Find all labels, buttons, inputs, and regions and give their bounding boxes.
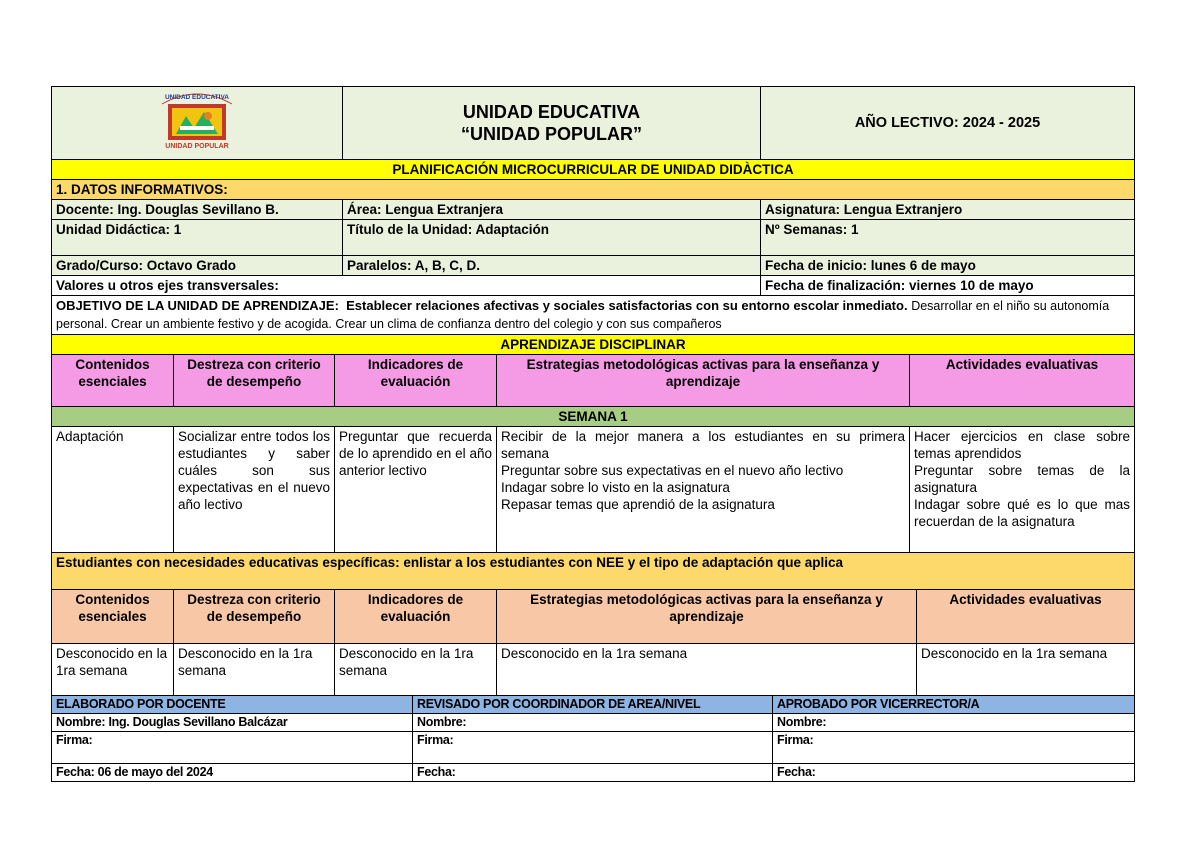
grado-field: Grado/Curso: Octavo Grado xyxy=(52,256,343,276)
planning-document xyxy=(51,86,1134,782)
nee-row-destreza: Desconocido en la 1ra semana xyxy=(174,644,335,696)
unidad-field: Unidad Didáctica: 1 xyxy=(52,220,343,256)
objective-label: OBJETIVO DE LA UNIDAD DE APRENDIZAJE: xyxy=(56,298,339,313)
nee-col-destreza: Destreza con criterio de desempeño xyxy=(174,590,335,644)
header-table xyxy=(51,86,1135,160)
docente-field: Docente: Ing. Douglas Sevillano B. xyxy=(52,200,343,220)
nee-row-estrategias: Desconocido en la 1ra semana xyxy=(497,644,917,696)
estrategia-item: Preguntar sobre sus expectativas en el nuevo año lectivo xyxy=(501,463,844,478)
nee-col-estrategias: Estrategias metodológicas activas para la enseñanza y aprendizaje xyxy=(497,590,917,644)
school-logo xyxy=(152,88,242,154)
unit-objective xyxy=(52,296,1135,335)
week-label: SEMANA 1 xyxy=(52,407,1135,427)
nee-col-contenidos: Contenidos esenciales xyxy=(52,590,174,644)
col-destreza: Destreza con criterio de desempeño xyxy=(174,355,335,407)
col-contenidos: Contenidos esenciales xyxy=(52,355,174,407)
firma-docente: Firma: xyxy=(52,732,413,764)
titulo-unidad-field: Título de la Unidad: Adaptación xyxy=(343,220,761,256)
disciplinar-title: APRENDIZAJE DISCIPLINAR xyxy=(52,335,1135,355)
actividad-item: Preguntar sobre temas de la asignatura xyxy=(914,463,1131,495)
nee-row-contenido: Desconocido en la 1ra semana xyxy=(52,644,174,696)
logo-bottom-text: UNIDAD POPULAR xyxy=(165,143,229,150)
logo-top-text: UNIDAD EDUCATIVA xyxy=(164,94,230,101)
plan-title: PLANIFICACIÓN MICROCURRICULAR DE UNIDAD DIDÀCTICA xyxy=(52,160,1135,180)
nee-col-actividades: Actividades evaluativas xyxy=(917,590,1135,644)
school-name-line2: “UNIDAD POPULAR” xyxy=(460,124,642,144)
col-indicadores: Indicadores de evaluación xyxy=(335,355,497,407)
elaborado-header: ELABORADO POR DOCENTE xyxy=(52,696,413,714)
row-destreza: Socializar entre todos los estudiantes y saber cuáles son sus expectativas en el nuevo año lectivo xyxy=(174,427,335,553)
row-actividades xyxy=(910,427,1135,553)
valores-field: Valores u otros ejes transversales: xyxy=(52,276,761,296)
row-contenido: Adaptación xyxy=(52,427,174,553)
aprobado-header: APROBADO POR VICERRECTOR/A xyxy=(773,696,1135,714)
nee-col-indicadores: Indicadores de evaluación xyxy=(335,590,497,644)
school-logo-cell xyxy=(52,87,343,160)
col-actividades: Actividades evaluativas xyxy=(910,355,1135,407)
nee-title: Estudiantes con necesidades educativas específicas: enlistar a los estudiantes con NEE y el tipo de adaptación que aplica xyxy=(52,553,1135,590)
paralelos-field: Paralelos: A, B, C, D. xyxy=(343,256,761,276)
objective-bold-text: Establecer relaciones afectivas y sociales satisfactorias con su entorno escolar inmediato. xyxy=(346,298,908,313)
fecha-docente: Fecha: 06 de mayo del 2024 xyxy=(52,764,413,782)
col-estrategias: Estrategias metodológicas activas para la enseñanza y aprendizaje xyxy=(497,355,910,407)
semanas-field: Nº Semanas: 1 xyxy=(761,220,1135,256)
estrategia-item: Indagar sobre lo visto en la asignatura xyxy=(501,480,730,495)
actividad-item: Indagar sobre qué es lo que mas recuerdan de la asignatura xyxy=(914,497,1131,529)
nee-row-indicadores: Desconocido en la 1ra semana xyxy=(335,644,497,696)
fecha-inicio-field: Fecha de inicio: lunes 6 de mayo xyxy=(761,256,1135,276)
firma-vicerrector: Firma: xyxy=(773,732,1135,764)
nee-table xyxy=(51,552,1135,696)
fecha-fin-field: Fecha de finalización: viernes 10 de mayo xyxy=(761,276,1135,296)
asignatura-field: Asignatura: Lengua Extranjero xyxy=(761,200,1135,220)
estrategia-item: Recibir de la mejor manera a los estudiantes en su primera semana xyxy=(501,429,905,461)
fecha-coordinador: Fecha: xyxy=(413,764,773,782)
info-table xyxy=(51,159,1135,335)
info-section-title: 1. DATOS INFORMATIVOS: xyxy=(52,180,1135,200)
nombre-docente: Nombre: Ing. Douglas Sevillano Balcázar xyxy=(52,714,413,732)
school-name xyxy=(343,87,761,160)
disciplinar-table xyxy=(51,334,1135,553)
actividad-item: Hacer ejercicios en clase sobre temas aprendidos xyxy=(914,429,1131,461)
nombre-coordinador: Nombre: xyxy=(413,714,773,732)
row-estrategias xyxy=(497,427,910,553)
nee-row-actividades: Desconocido en la 1ra semana xyxy=(917,644,1135,696)
signatures-table xyxy=(51,695,1135,782)
area-field: Área: Lengua Extranjera xyxy=(343,200,761,220)
school-year: AÑO LECTIVO: 2024 - 2025 xyxy=(761,87,1135,160)
firma-coordinador: Firma: xyxy=(413,732,773,764)
revisado-header: REVISADO POR COORDINADOR DE AREA/NIVEL xyxy=(413,696,773,714)
row-indicadores: Preguntar que recuerda de lo aprendido en el año anterior lectivo xyxy=(335,427,497,553)
school-name-line1: UNIDAD EDUCATIVA xyxy=(462,102,641,122)
objective-rest-text: Desarrollar en el niño su autonomía personal. Crear un ambiente festivo y de acogida. Crear un clima de confianza dentro del colegio y con sus compañeros xyxy=(56,299,1110,331)
nombre-vicerrector: Nombre: xyxy=(773,714,1135,732)
fecha-vicerrector: Fecha: xyxy=(773,764,1135,782)
estrategia-item: Repasar temas que aprendió de la asignatura xyxy=(501,497,775,512)
